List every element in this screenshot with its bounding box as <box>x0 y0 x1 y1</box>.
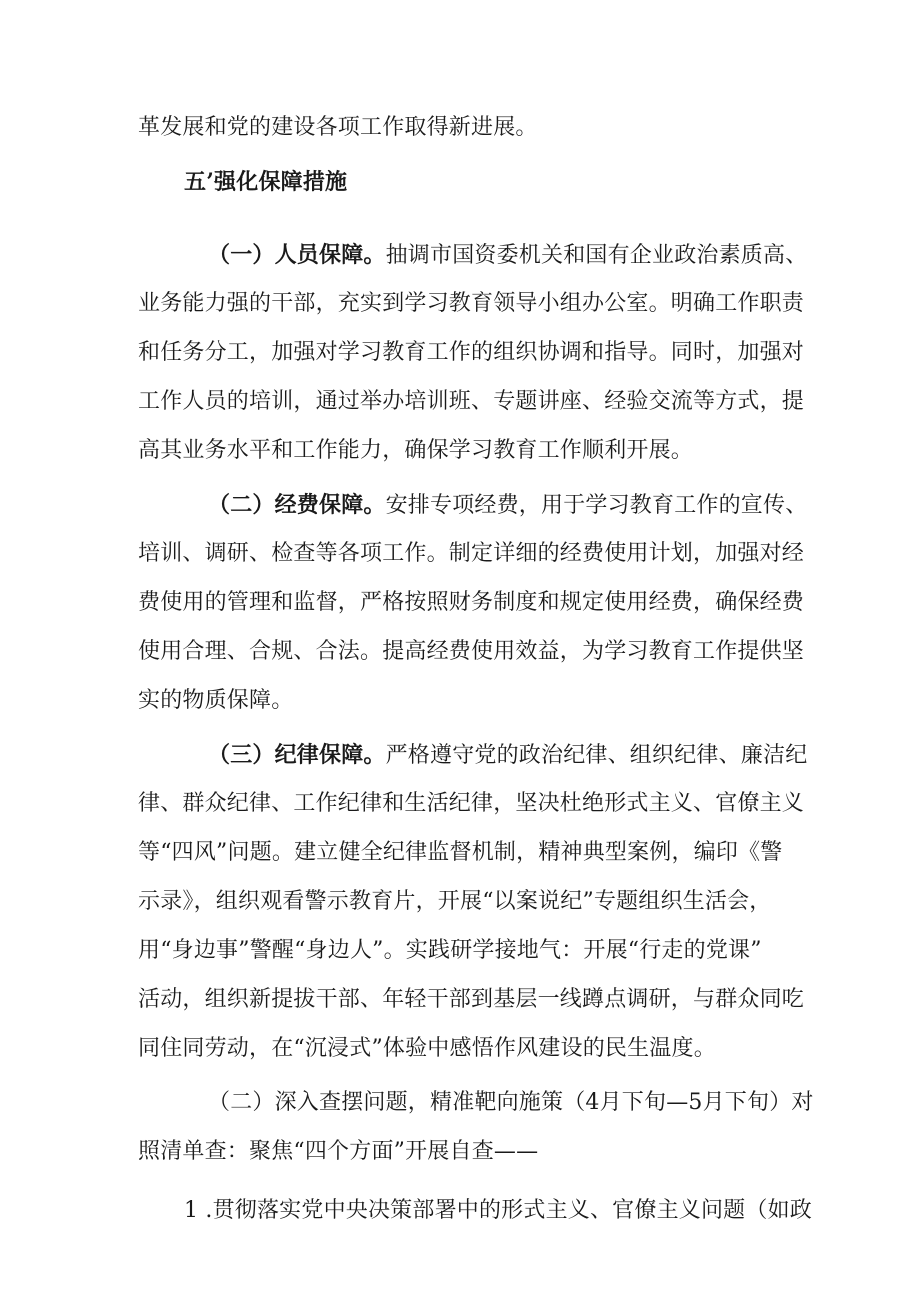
item-heading: （一）人员保障。 <box>208 242 386 268</box>
paragraph-line: 高其业务水平和工作能力，确保学习教育工作顺利开展。 <box>138 438 694 463</box>
paragraph-line: 费使用的管理和监督，严格按照财务制度和规定使用经费，确保经费 <box>138 590 805 615</box>
paragraph-line: 和任务分工，加强对学习教育工作的组织协调和指导。同时，加强对 <box>138 340 805 365</box>
paragraph-line: 活动，组织新提拔干部、年轻干部到基层一线蹲点调研，与群众同吃 <box>138 987 805 1012</box>
item-heading: （三）纪律保障。 <box>208 742 386 768</box>
paragraph-line: 使用合理、合规、合法。提高经费使用效益，为学习教育工作提供坚 <box>138 639 805 664</box>
paragraph-line: 照清单查：聚焦“四个方面”开展自查—— <box>138 1139 539 1164</box>
paragraph-line: 培训、调研、检查等各项工作。制定详细的经费使用计划，加强对经 <box>138 541 805 566</box>
section-heading: 五’强化保障措施 <box>184 169 348 195</box>
paragraph-line: 用“身边事”警醒“身边人”。实践研学接地气：开展“行走的党课” <box>138 938 762 963</box>
paragraph-line: 律、群众纪律、工作纪律和生活纪律，坚决杜绝形式主义、官僚主义 <box>138 791 805 816</box>
paragraph-line: 革发展和党的建设各项工作取得新进展。 <box>138 115 538 140</box>
paragraph-line: 同住同劳动，在“沉浸式”体验中感悟作风建设的民生温度。 <box>138 1036 716 1061</box>
paragraph-line: 示录》，组织观看警示教育片，开展“以案说纪”专题组织生活会， <box>138 889 772 914</box>
list-item: 1 .贯彻落实党中央决策部署中的形式主义、官僚主义问题（如政 <box>184 1198 812 1223</box>
paragraph-line: 等“四风”问题。建立健全纪律监督机制，精神典型案例，编印《警 <box>138 840 783 865</box>
paragraph-line <box>208 490 807 521</box>
paragraph-line <box>208 740 807 771</box>
paragraph-line: 实的物质保障。 <box>138 688 294 713</box>
paragraph-line: （二）深入查摆问题，精准靶向施策（4月下旬—5月下旬）对 <box>208 1090 814 1115</box>
paragraph-text: 安排专项经费，用于学习教育工作的宣传、 <box>385 493 808 518</box>
paragraph-line: 业务能力强的干部，充实到学习教育领导小组办公室。明确工作职责 <box>138 291 805 316</box>
paragraph-text: 抽调市国资委机关和国有企业政治素质高、 <box>385 243 808 268</box>
paragraph-line <box>208 240 807 271</box>
paragraph-text: 严格遵守党的政治纪律、组织纪律、廉洁纪 <box>385 743 808 768</box>
paragraph-line: 工作人员的培训，通过举办培训班、专题讲座、经验交流等方式，提 <box>138 389 805 414</box>
item-heading: （二）经费保障。 <box>208 492 386 518</box>
